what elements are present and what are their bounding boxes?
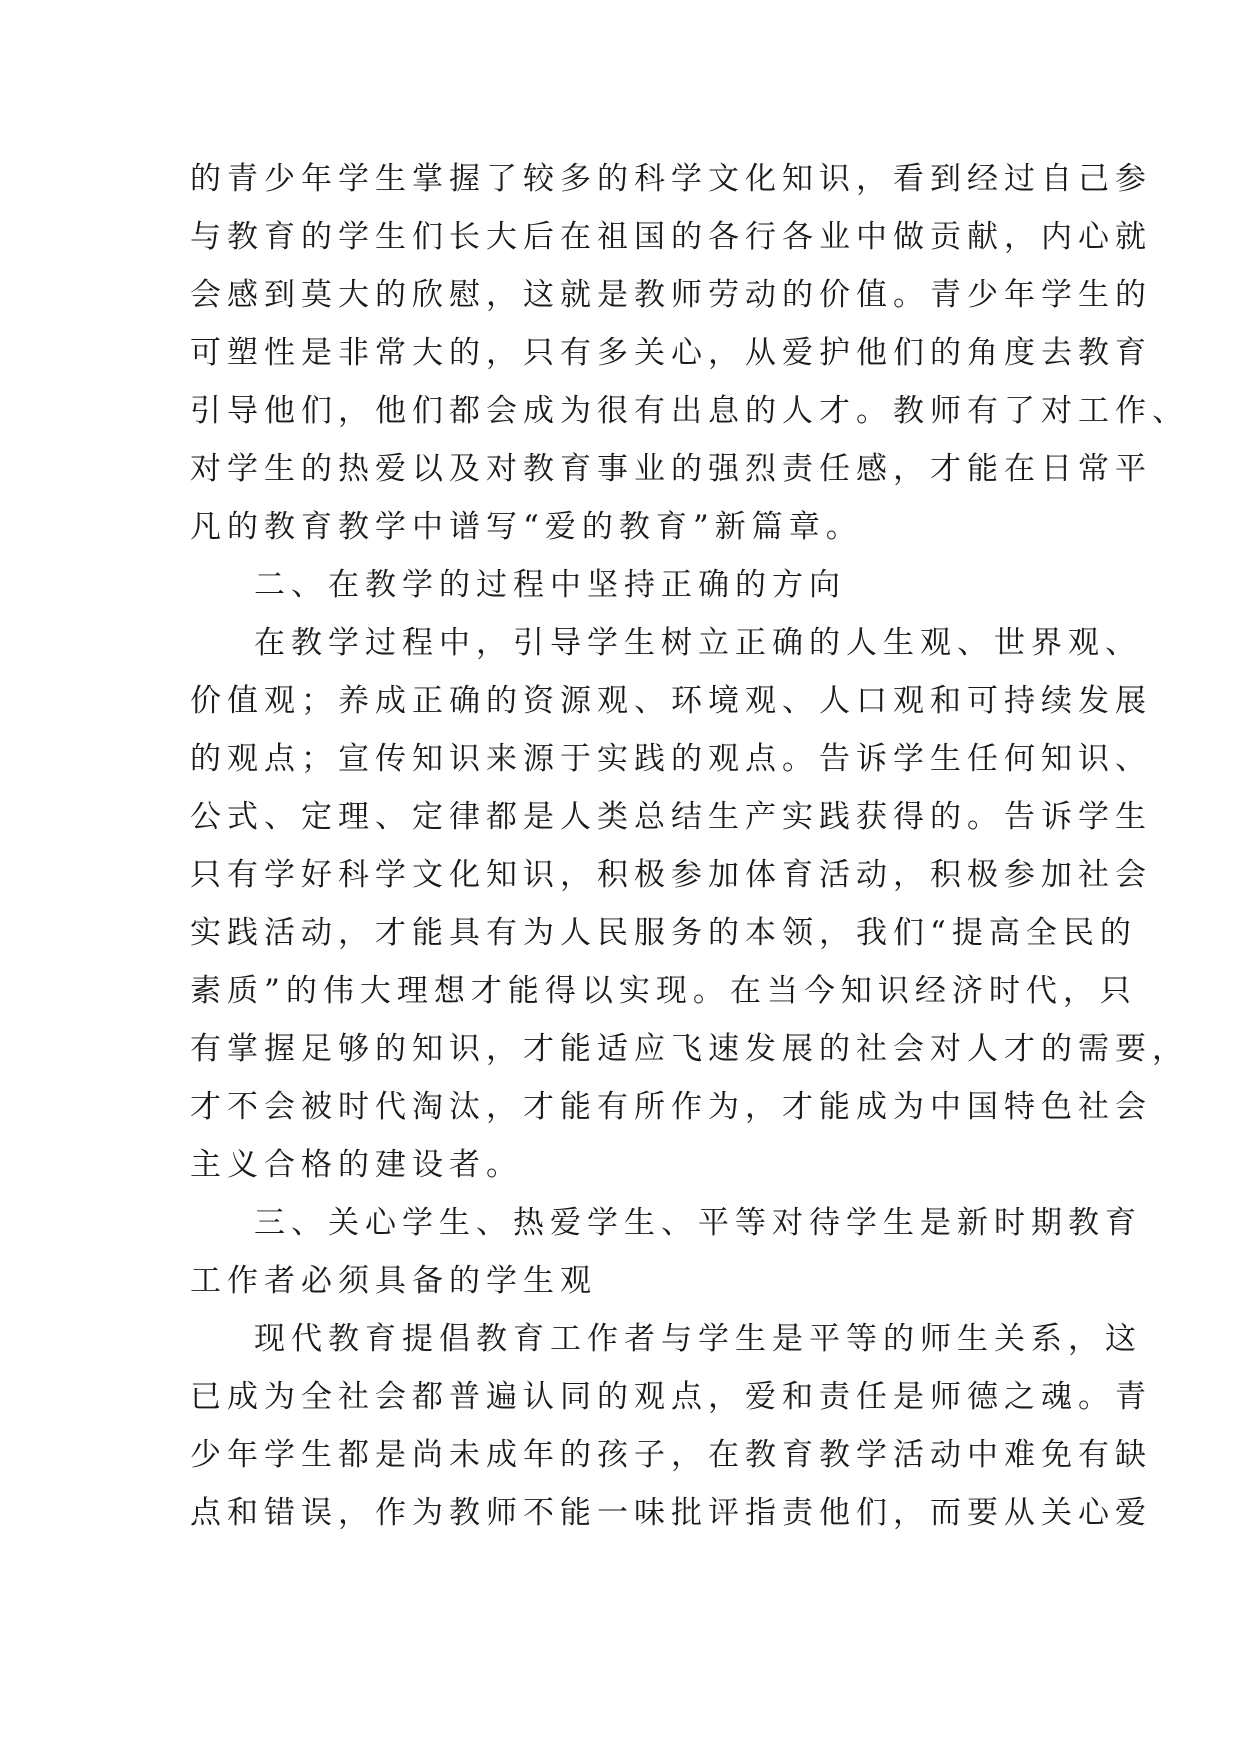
paragraph-line: 有掌握足够的知识，才能适应飞速发展的社会对人才的需要， (190, 1031, 1189, 1067)
paragraph-line: 的青少年学生掌握了较多的科学文化知识，看到经过自己参 (190, 161, 1152, 197)
paragraph-line: 主义合格的建设者。 (190, 1147, 523, 1183)
section-heading-3-cont: 工作者必须具备的学生观 (190, 1263, 597, 1299)
paragraph-line: 实践活动，才能具有为人民服务的本领，我们“提高全民的 (190, 915, 1137, 951)
paragraph-line: 素质”的伟大理想才能得以实现。在当今知识经济时代，只 (190, 973, 1137, 1009)
paragraph-line: 才不会被时代淘汰，才能有所作为，才能成为中国特色社会 (190, 1089, 1152, 1125)
paragraph-line: 会感到莫大的欣慰，这就是教师劳动的价值。青少年学生的 (190, 277, 1152, 313)
paragraph-line: 可塑性是非常大的，只有多关心，从爱护他们的角度去教育 (190, 335, 1152, 371)
paragraph-line: 公式、定理、定律都是人类总结生产实践获得的。告诉学生 (190, 799, 1152, 835)
paragraph-line: 点和错误，作为教师不能一味批评指责他们，而要从关心爱 (190, 1495, 1152, 1531)
paragraph-line: 与教育的学生们长大后在祖国的各行各业中做贡献，内心就 (190, 219, 1152, 255)
document-body (190, 150, 1189, 1542)
section-heading-2: 二、在教学的过程中坚持正确的方向 (254, 567, 846, 603)
paragraph-line: 价值观；养成正确的资源观、环境观、人口观和可持续发展 (190, 683, 1152, 719)
paragraph-line: 引导他们，他们都会成为很有出息的人才。教师有了对工作、 (190, 393, 1189, 429)
paragraph-line: 的观点；宣传知识来源于实践的观点。告诉学生任何知识、 (190, 741, 1152, 777)
paragraph-line: 少年学生都是尚未成年的孩子，在教育教学活动中难免有缺 (190, 1437, 1152, 1473)
paragraph-line: 对学生的热爱以及对教育事业的强烈责任感，才能在日常平 (190, 451, 1152, 487)
paragraph-line: 已成为全社会都普遍认同的观点，爱和责任是师德之魂。青 (190, 1379, 1152, 1415)
paragraph-line: 凡的教育教学中谱写“爱的教育”新篇章。 (190, 509, 863, 545)
paragraph-line: 现代教育提倡教育工作者与学生是平等的师生关系，这 (254, 1321, 1142, 1357)
paragraph-line: 只有学好科学文化知识，积极参加体育活动，积极参加社会 (190, 857, 1152, 893)
paragraph-line: 在教学过程中，引导学生树立正确的人生观、世界观、 (254, 625, 1142, 661)
section-heading-3: 三、关心学生、热爱学生、平等对待学生是新时期教育 (254, 1205, 1142, 1241)
